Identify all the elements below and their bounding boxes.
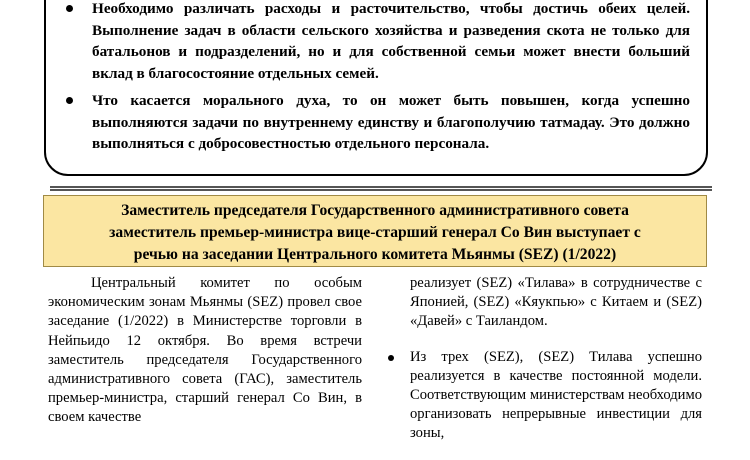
headline-line: речью на заседании Центрального комитета Мьянмы (SEZ) (1/2022) — [133, 246, 617, 263]
divider-line — [50, 186, 712, 188]
bullet-list — [64, 0, 690, 161]
article-paragraph: реализует (SEZ) «Тилава» в сотрудничестве с Японией, (SEZ) «Кяукпью» с Китаем и (SEZ) «Давей» с Таиландом. — [410, 275, 702, 330]
bullet-dot-icon — [66, 97, 73, 104]
article-bullet — [410, 348, 702, 444]
bullet-item — [64, 0, 690, 84]
headline-line: заместитель премьер-министра вице-старший генерал Со Вин выступает с — [109, 224, 641, 241]
bullet-text: Необходимо различать расходы и расточительство, чтобы достичь обеих целей. Выполнение задач в области сельского хозяйства и разведения скота не только для батальонов и подразделений, но и для собственной семьи может внести больший вклад в благосостояние отдельных семей. — [92, 0, 690, 82]
article-column-left — [48, 274, 362, 428]
bullet-text: Что касается морального духа, то он может быть повышен, когда успешно выполняются задачи по внутреннему единству и благополучию татмадау. Это должно выполняться с добросовестностью отдельного персонала. — [92, 92, 690, 152]
divider-line — [50, 189, 712, 191]
headline-line: Заместитель председателя Государственного административного совета — [121, 202, 629, 219]
article-paragraph: Центральный комитет по особым экономическим зонам Мьянмы (SEZ) провел свое заседание (1/2022) в Министерстве торговли в Нейпьидо 12 октября. Во время встречи заместитель председателя Государственного административного совета (ГАС), заместитель премьер-министра, старший генерал Со Вин, в своем качестве — [48, 275, 362, 426]
article-headline-banner — [43, 195, 707, 267]
bullet-dot-icon — [388, 355, 394, 361]
article-bullet-text: Из трех (SEZ), (SEZ) Тилава успешно реализуется в качестве постоянной модели. Соответствующим министерствам необходимо организовать непрерывные инвестиции для зоны, — [410, 348, 702, 442]
bullet-item — [64, 90, 690, 155]
bullet-dot-icon — [66, 5, 73, 12]
article-column-right — [410, 274, 702, 444]
